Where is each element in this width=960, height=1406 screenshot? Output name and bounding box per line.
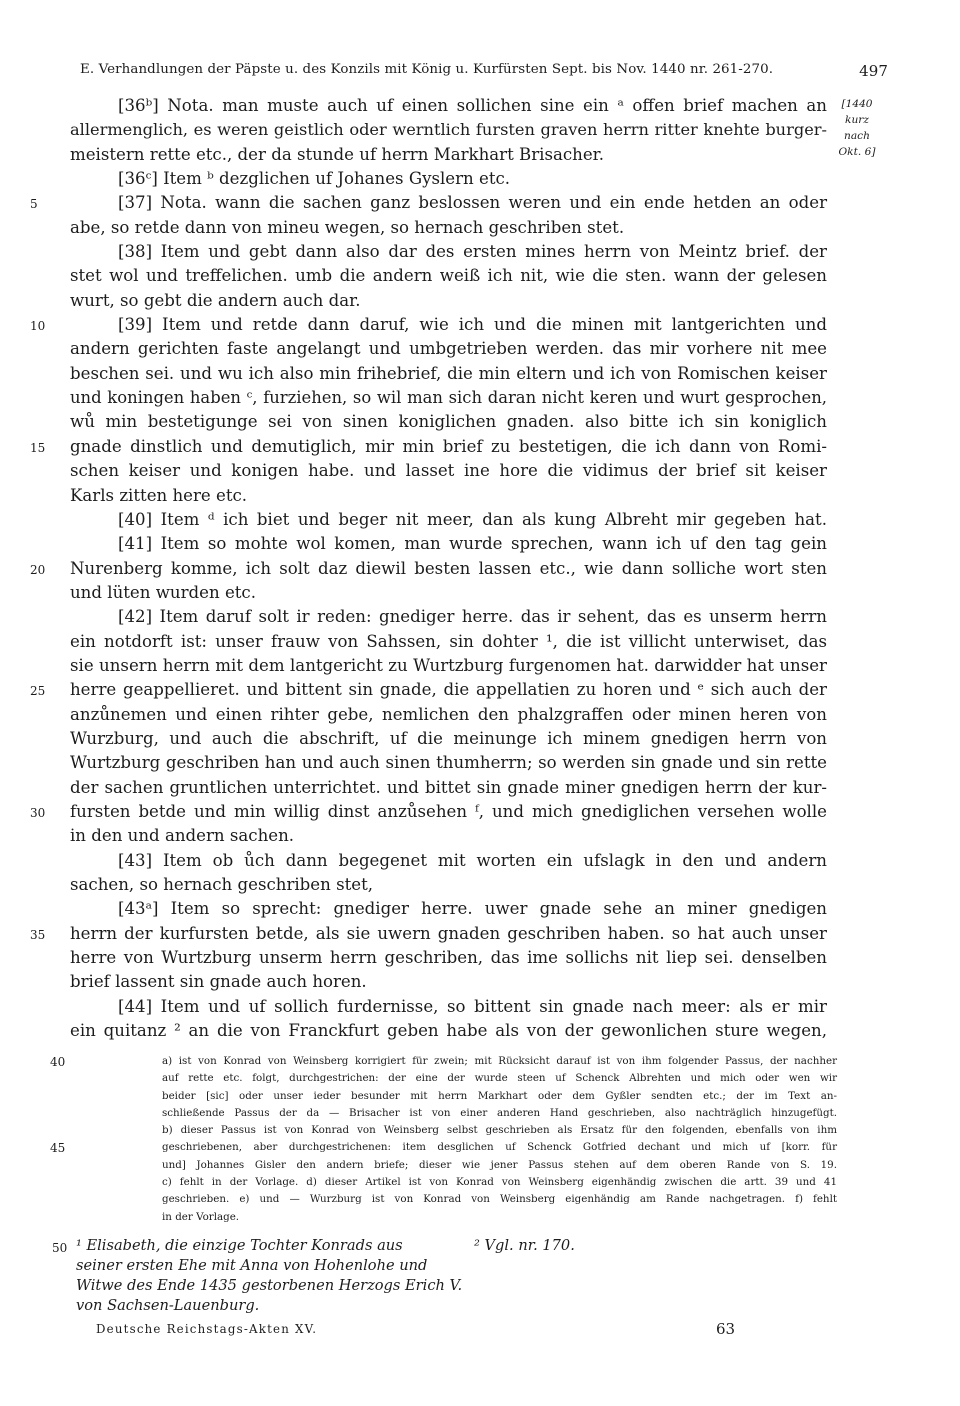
footnote-line: seiner ersten Ehe mit Anna von Hohenlohe und [76, 1257, 428, 1274]
line-text: und lüten wurden etc. [70, 582, 256, 602]
text-line [70, 897, 827, 921]
line-text: gnade dinstlich und demutiglich, mir min brief zu bestetigen, die ich dann von Romi- [70, 436, 827, 456]
text-line [70, 362, 827, 386]
apparatus-text: beider [sic] oder unser ieder besunder mit herrn Markhart oder dem Gyßler sendten etc.; der im Text an- [162, 1089, 837, 1102]
line-number: 40 [50, 1055, 66, 1069]
line-text: sachen, so hernach geschriben stet, [70, 875, 374, 894]
apparatus-text: geschrieben. e) und — Wurzburg ist von Konrad von Weinsberg eigenhändig am Rande nachgetragen. f) fehlt [162, 1193, 837, 1206]
apparatus-line [162, 1088, 837, 1105]
line-text: Karls zitten here etc. [70, 485, 248, 505]
text-line [70, 94, 827, 118]
critical-apparatus [50, 1053, 837, 1226]
line-number: 45 [50, 1141, 66, 1156]
apparatus-line [50, 1139, 837, 1156]
line-text: [41] Item so mohte wol komen, man wurde sprechen, wann ich uf den tag gein [118, 534, 827, 554]
text-line [70, 410, 827, 434]
text-line [70, 216, 827, 240]
apparatus-text: geschriebenen, aber durchgestrichenen: item desglichen uf Schenck Gotfried dechant und mich uf [korr. für [162, 1141, 837, 1154]
line-text: meistern rette etc., der da stunde uf herrn Markhart Brisacher. [70, 144, 605, 164]
line-text: Nurenberg komme, ich solt daz diewil besten lassen etc., wie dann solliche wort sten [70, 558, 827, 578]
text-line [70, 459, 827, 483]
text-line [70, 289, 827, 313]
text-line [70, 946, 827, 970]
text-line [70, 1019, 827, 1043]
text-line [30, 313, 827, 337]
line-text: [36ᶜ] Item ᵇ dezglichen uf Johanes Gyslern etc. [118, 169, 511, 189]
line-text: herre geappellieret. und bittent sin gnade, die appellatien zu horen und ᵉ sich auch der [70, 680, 827, 700]
margin-note-line: [1440 [841, 98, 873, 110]
text-line [30, 557, 827, 581]
text-line [70, 581, 827, 605]
line-text: [40] Item ᵈ ich biet und beger nit meer, dan als kung Albreht mir gegeben hat. [118, 509, 827, 529]
series-signature: Deutsche Reichstags-Akten XV. [96, 1322, 318, 1336]
line-text: [44] Item und uf sollich furdernisse, so bittent sin gnade nach meer: als er mir [118, 996, 827, 1016]
line-text: [42] Item daruf solt ir reden: gnediger herre. das ir sehent, das es unserm herrn [118, 607, 827, 627]
apparatus-line [50, 1053, 837, 1070]
margin-note-line: Okt. 6] [838, 146, 876, 158]
text-line [70, 118, 827, 142]
reference-footnote: ² Vgl. nr. 170. [474, 1237, 575, 1254]
line-text: fursten betde und min willig dinst anzůsehen ᶠ, und mich gnediglichen versehen wolle [70, 801, 827, 821]
margin-note-line: nach [844, 130, 870, 142]
text-line [70, 167, 827, 191]
margin-date-note [832, 96, 882, 160]
line-text: wurt, so gebt die andern auch dar. [70, 290, 361, 310]
line-text: [37] Nota. wann die sachen ganz beslossen weren und ein ende hetden an oder [118, 193, 827, 213]
footnote-line: von Sachsen-Lauenburg. [76, 1297, 260, 1314]
text-line [70, 240, 827, 264]
line-text: ein notdorft ist: unser frauw von Sahssen, sin dohter ¹, die ist villicht unterwiset, das [70, 631, 827, 651]
line-text: herrn der kurfursten betde, als sie uwern gnaden geschriben haben. so hat auch unser [70, 923, 827, 943]
apparatus-text: a) ist von Konrad von Weinsberg korrigiert für zwein; mit Rücksicht darauf ist von ihm folgender Passus, der nachher [162, 1055, 837, 1067]
apparatus-text: c) fehlt in der Vorlage. d) dieser Artikel ist von Konrad von Weinsberg eigenhändig zwischen die artt. 39 und 41 [162, 1176, 837, 1189]
line-text: brief lassent sin gnade auch horen. [70, 972, 367, 992]
text-line [30, 800, 827, 824]
text-line [70, 264, 827, 288]
apparatus-text: auf rette etc. folgt, durchgestrichen: der eine der wurde steen uf Schenck Albrehten und mich oder wen wir [162, 1072, 837, 1085]
line-text: stet wol und treffelichen. umb die andern weiß ich nit, wie die sten. wann der gelesen [70, 266, 827, 286]
text-line [70, 630, 827, 654]
text-line [30, 191, 827, 215]
text-line [70, 532, 827, 556]
line-text: [43] Item ob ůch dann begegenet mit worten ein ufslagk in den und andern [118, 850, 827, 870]
line-text: beschen sei. und wu ich also min frihebrief, die min eltern und ich von Romischen keiser [70, 363, 827, 383]
text-line [30, 922, 827, 946]
line-number: 5 [30, 197, 38, 212]
text-line [70, 849, 827, 873]
text-line [70, 873, 827, 897]
text-line [70, 727, 827, 751]
line-text: andern gerichten faste angelangt und umbgetrieben werden. das mir vorhere nit mee [70, 339, 827, 359]
apparatus-text: schließende Passus der da — Brisacher ist von einer anderen Hand geschrieben, also nachträglich hinzugefügt. [162, 1106, 837, 1119]
text-line [70, 824, 827, 848]
text-line [70, 605, 827, 629]
line-number: 15 [30, 440, 46, 455]
line-text: anzůnemen und einen rihter gebe, nemlichen den phalzgraffen oder minen heren von [70, 704, 827, 724]
line-number: 20 [30, 562, 46, 577]
margin-note-line: kurz [845, 114, 869, 126]
page-number: 497 [859, 62, 888, 80]
line-number: 30 [30, 805, 46, 820]
line-text: und koningen haben ᶜ, furziehen, so wil man sich daran nicht keren und wurt gesprochen, [70, 388, 827, 408]
line-text: [38] Item und gebt dann also dar des ersten mines herrn von Meintz brief. der [118, 242, 827, 262]
text-line [70, 703, 827, 727]
line-number: 10 [30, 319, 46, 334]
line-number: 50 [52, 1241, 68, 1255]
apparatus-line [162, 1191, 837, 1208]
text-line [70, 776, 827, 800]
line-text: schen keiser und konigen habe. und lasset ine hore die vidimus der brief sit keiser [70, 461, 827, 481]
line-text: Wurzburg, und auch die abschrift, uf die meinunge ich minem gnedigen herrn von [70, 728, 827, 748]
main-text [30, 94, 827, 1043]
text-line [70, 970, 827, 994]
line-text: herre von Wurtzburg unserm herrn geschriben, das ime sollichs nit liep sei. denselben [70, 948, 827, 968]
line-number: 35 [30, 927, 46, 942]
sheet-folio: 63 [716, 1320, 736, 1338]
footnote-line: ¹ Elisabeth, die einzige Tochter Konrads aus [76, 1237, 403, 1254]
apparatus-line [162, 1105, 837, 1122]
apparatus-line [162, 1174, 837, 1191]
text-line [30, 678, 827, 702]
explanatory-footnote [52, 1236, 866, 1316]
apparatus-line [162, 1157, 837, 1174]
apparatus-text: in der Vorlage. [162, 1210, 240, 1223]
text-line [70, 751, 827, 775]
text-line [70, 337, 827, 361]
text-line [30, 435, 827, 459]
apparatus-line [162, 1122, 837, 1139]
line-text: sie unsern herrn mit dem lantgericht zu Wurtzburg furgenomen hat. darwidder hat unser [70, 655, 827, 675]
text-line [70, 995, 827, 1019]
line-text: abe, so retde dann von mineu wegen, so hernach geschriben stet. [70, 217, 625, 237]
header-title: E. Verhandlungen der Päpste u. des Konzils mit König u. Kurfürsten Sept. bis Nov. 1440 nr. 261-270. [80, 62, 774, 77]
line-number: 25 [30, 684, 46, 699]
line-text: in den und andern sachen. [70, 826, 295, 846]
apparatus-line [162, 1209, 837, 1226]
running-header [80, 62, 888, 80]
line-text: wů min bestetigunge sei von sinen koniglichen gnaden. also bitte ich sin koniglich [70, 412, 827, 432]
line-text: [36ᵇ] Nota. man muste auch uf einen sollichen sine ein ᵃ offen brief machen an [118, 96, 827, 115]
line-text: ein quitanz ² an die von Franckfurt geben habe als von der gewonlichen sture wegen, [70, 1021, 827, 1041]
line-text: [39] Item und retde dann daruf, wie ich und die minen mit lantgerichten und [118, 315, 827, 335]
apparatus-text: und] Johannes Gisler den andern briefe; dieser wie jener Passus stehen auf dem oberen Rande von S. 19. [162, 1158, 837, 1171]
line-text: Wurtzburg geschriben han und auch sinen thumherrn; so werden sin gnade und sin rette [70, 753, 827, 773]
text-line [70, 654, 827, 678]
apparatus-text: b) dieser Passus ist von Konrad von Weinsberg selbst geschrieben als Ersatz für den folgenden, ebenfalls von ihm [162, 1124, 837, 1137]
text-line [70, 484, 827, 508]
footnote-line: Witwe des Ende 1435 gestorbenen Herzogs Erich V. [76, 1277, 463, 1294]
line-text: allermenglich, es weren geistlich oder werntlich fursten graven herrn ritter knehte burger- [70, 120, 827, 140]
text-line [70, 143, 827, 167]
line-text: der sachen gruntlichen unterrichtet. und bittet sin gnade miner gnedigen herrn der kur- [70, 777, 827, 797]
line-text: [43ᵃ] Item so sprecht: gnediger herre. uwer gnade sehe an miner gnedigen [118, 899, 827, 919]
apparatus-line [162, 1070, 837, 1087]
text-line [70, 508, 827, 532]
text-line [70, 386, 827, 410]
